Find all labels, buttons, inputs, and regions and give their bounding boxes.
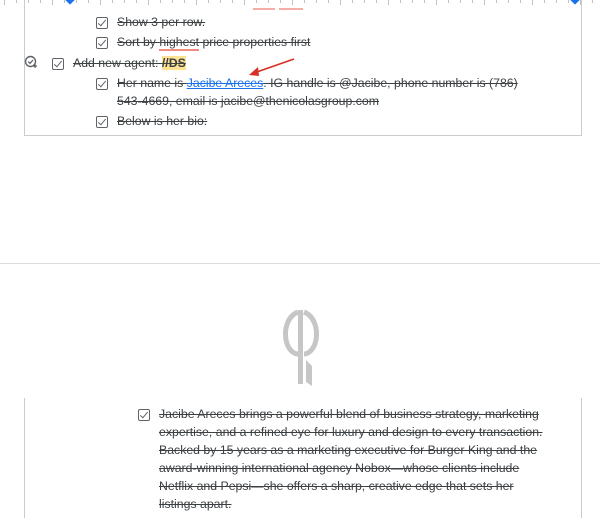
checkbox-checked[interactable]: [96, 37, 108, 49]
checklist-item[interactable]: [52, 56, 186, 72]
checklist-item[interactable]: [96, 114, 207, 130]
bio-text-block: [159, 405, 542, 513]
bio-line: expertise, and a refined eye for luxury and design to every transaction.: [159, 425, 543, 439]
spellcheck-mark: [253, 8, 275, 10]
text-segment: . IG handle is @Jacibe, phone number is (786): [263, 76, 518, 90]
nicolas-group-monogram: [280, 306, 324, 392]
checkbox-checked[interactable]: [52, 58, 64, 70]
ruler-tick: [592, 0, 593, 3]
checklist-item[interactable]: [96, 35, 310, 51]
checklist-item-continuation: [96, 94, 379, 110]
checklist-item[interactable]: [96, 15, 205, 31]
bio-line: listings apart.: [159, 497, 232, 511]
item-text: [117, 33, 310, 51]
bio-line: award-winning international agency Nobox—whose clients include: [159, 461, 520, 475]
checkbox-checked[interactable]: [96, 78, 108, 90]
item-text: Below is her bio:: [117, 114, 208, 128]
text-segment: Sort by: [117, 35, 160, 49]
item-text: [117, 74, 518, 92]
page-break: [0, 263, 600, 264]
bio-line: Backed by 15 years as a marketing executive for Burger King and the: [159, 443, 537, 457]
spellcheck-word[interactable]: highest: [159, 35, 200, 49]
checklist-item-bio[interactable]: [138, 407, 542, 513]
bio-line: Netflix and Pepsi—she offers a sharp, creative edge that sets her: [159, 479, 514, 493]
checkbox-checked[interactable]: [138, 409, 150, 421]
ruler-tick: [4, 0, 5, 5]
bio-line: Jacibe Areces brings a powerful blend of business strategy, marketing: [159, 407, 539, 421]
item-text: [73, 54, 186, 72]
checkbox-checked[interactable]: [96, 17, 108, 29]
item-text: Show 3 per row.: [117, 15, 206, 29]
item-text: 543-4669, email is jacibe@thenicolasgroup.com: [117, 94, 379, 108]
text-segment: price properties first: [199, 35, 311, 49]
spellcheck-mark: [279, 8, 303, 10]
ruler-tick: [16, 0, 17, 3]
add-comment-icon[interactable]: [24, 55, 38, 69]
highlighted-tag: //DS: [161, 56, 186, 70]
checklist-item[interactable]: [96, 76, 518, 92]
checkbox-checked[interactable]: [96, 116, 108, 128]
text-segment: Add new agent:: [73, 56, 162, 70]
agent-name-link[interactable]: Jacibe Areces: [186, 76, 264, 90]
text-segment: Her name is: [117, 76, 187, 90]
